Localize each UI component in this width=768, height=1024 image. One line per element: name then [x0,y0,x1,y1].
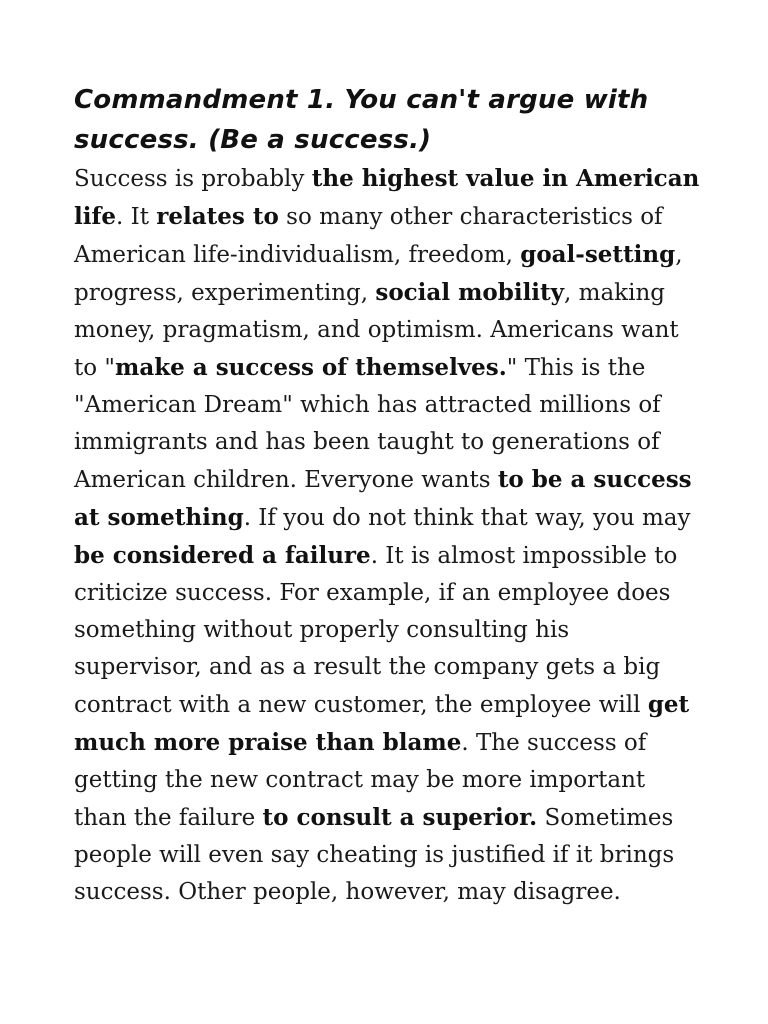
bold-text-run: relates to [156,203,279,230]
text-run: , progress, experimenting, [74,242,683,306]
bold-text-run: the highest value in American life [74,165,700,230]
commandment-heading: Commandment 1. You can't argue with success. (Be a success.) [74,85,649,155]
text-run: " This is the "American Dream" which has attracted millions of immigrants and has been taught to generations of American children. Everyone wants [74,355,661,493]
text-run: so many other characteristics of American life-individualism, freedom, [74,204,663,268]
document-page [74,80,704,911]
bold-text-run: be considered a failure [74,542,371,569]
bold-text-run: goal-setting [520,241,676,268]
text-run: Sometimes people will even say cheating is justified if it brings success. Other people, however, may disagree. [74,805,675,905]
bold-text-run: to be a success at something [74,466,692,531]
bold-text-run: to consult a superior. [262,804,538,831]
bold-text-run: social mobility [375,279,565,306]
text-run: , making money, pragmatism, and optimism. Americans want to " [74,280,679,381]
text-run: . It is almost impossible to criticize success. For example, if an employee does something without properly consulting his supervisor, and as a result the company gets a big contract with a new customer, the employee will [74,543,678,718]
text-run: . It [116,204,157,230]
bold-text-run: get much more praise than blame [74,691,690,756]
text-run: Success is probably [74,166,312,192]
text-run: . If you do not think that way, you may [243,505,691,531]
bold-text-run: make a success of themselves. [114,354,507,381]
text-run: . The success of getting the new contract may be more important than the failure [74,730,647,831]
body-paragraph [74,160,704,911]
